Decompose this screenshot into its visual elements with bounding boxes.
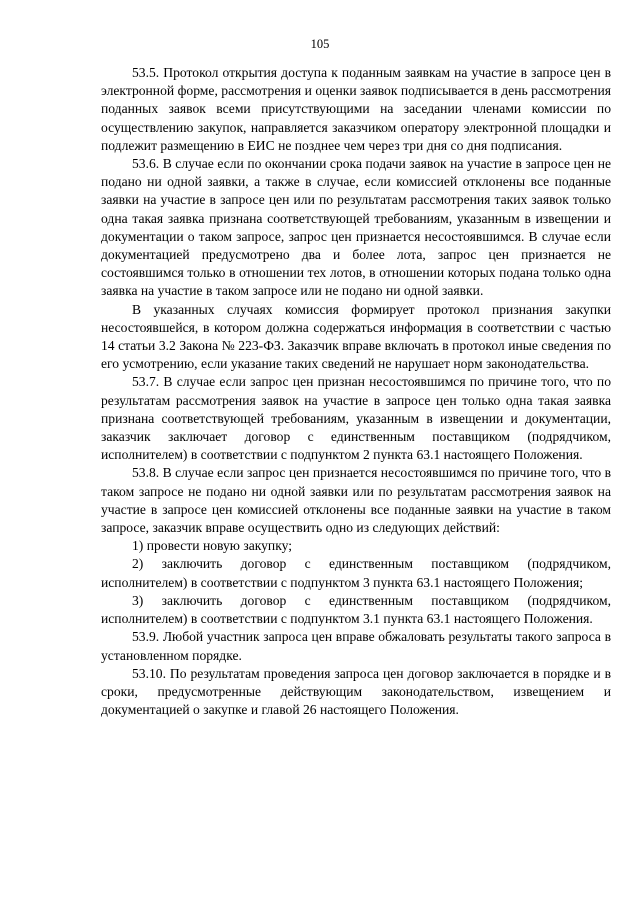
paragraph-53-9: 53.9. Любой участник запроса цен вправе обжаловать результаты такого запроса в установленном порядке. bbox=[101, 629, 611, 663]
page-number: 105 bbox=[310, 37, 330, 51]
document-body bbox=[101, 64, 611, 719]
paragraph-53-5: 53.5. Протокол открытия доступа к поданным заявкам на участие в запросе цен в электронной форме, рассмотрения и оценки заявок подписывается в день рассмотрения поданных заявок всеми присутствующими на заседании членами комиссии по осуществлению закупок, направляется заказчиком оператору электронной площадки и подлежит размещению в ЕИС не позднее чем через три дня со дня подписания. bbox=[101, 65, 611, 153]
list-item-2: 2) заключить договор с единственным поставщиком (подрядчиком, исполнителем) в соответствии с подпунктом 3 пункта 63.1 настоящего Положения; bbox=[101, 556, 611, 590]
paragraph-53-7: 53.7. В случае если запрос цен признан несостоявшимся по причине того, что по результатам рассмотрения заявок на участие в запросе цен только одна такая заявка признана соответствующей требованиям, указанным в извещении и документации, заказчик заключает договор с единственным поставщиком (подрядчиком, исполнителем) в соответствии с подпунктом 2 пункта 63.1 настоящего Положения. bbox=[101, 374, 611, 463]
list-item-1: 1) провести новую закупку; bbox=[132, 538, 293, 554]
paragraph-53-6: 53.6. В случае если по окончании срока подачи заявок на участие в запросе цен не подано ни одной заявки, а также в случае, если комиссией отклонены все поданные заявки на участие в запросе цен или по результатам рассмотрения таких заявок только одна такая заявка признана соответствующей требованиям, указанным в извещении и документации о таком запросе, запрос цен признается несостоявшимся. В случае если документацией предусмотрено два и более лота, запрос цен признается не состоявшимся только в отношении тех лотов, в отношении которых подана только одна заявка на участие в таком запросе или не подано ни одной заявки. bbox=[101, 156, 611, 299]
list-item-3: 3) заключить договор с единственным поставщиком (подрядчиком, исполнителем) в соответствии с подпунктом 3.1 пункта 63.1 настоящего Положения. bbox=[101, 592, 611, 627]
paragraph-53-10: 53.10. По результатам проведения запроса цен договор заключается в порядке и в сроки, предусмотренные действующим законодательством, извещением и документацией о закупке и главой 26 настоящего Положения. bbox=[101, 665, 611, 718]
paragraph-53-8: 53.8. В случае если запрос цен признается несостоявшимся по причине того, что в таком запросе не подано ни одной заявки или по результатам рассмотрения заявок на участие в запросе цен комиссией отклонены все поданные заявки на участие в таком запросе, заказчик вправе осуществить одно из следующих действий: bbox=[101, 465, 611, 536]
paragraph-protocol-info: В указанных случаях комиссия формирует протокол признания закупки несостоявшейся, в котором должна содержаться информация в соответствии с частью 14 статьи 3.2 Закона № 223-ФЗ. Заказчик вправе включать в протокол иные сведения по его усмотрению, если указание таких сведений не нарушает норм законодательства. bbox=[101, 301, 611, 372]
